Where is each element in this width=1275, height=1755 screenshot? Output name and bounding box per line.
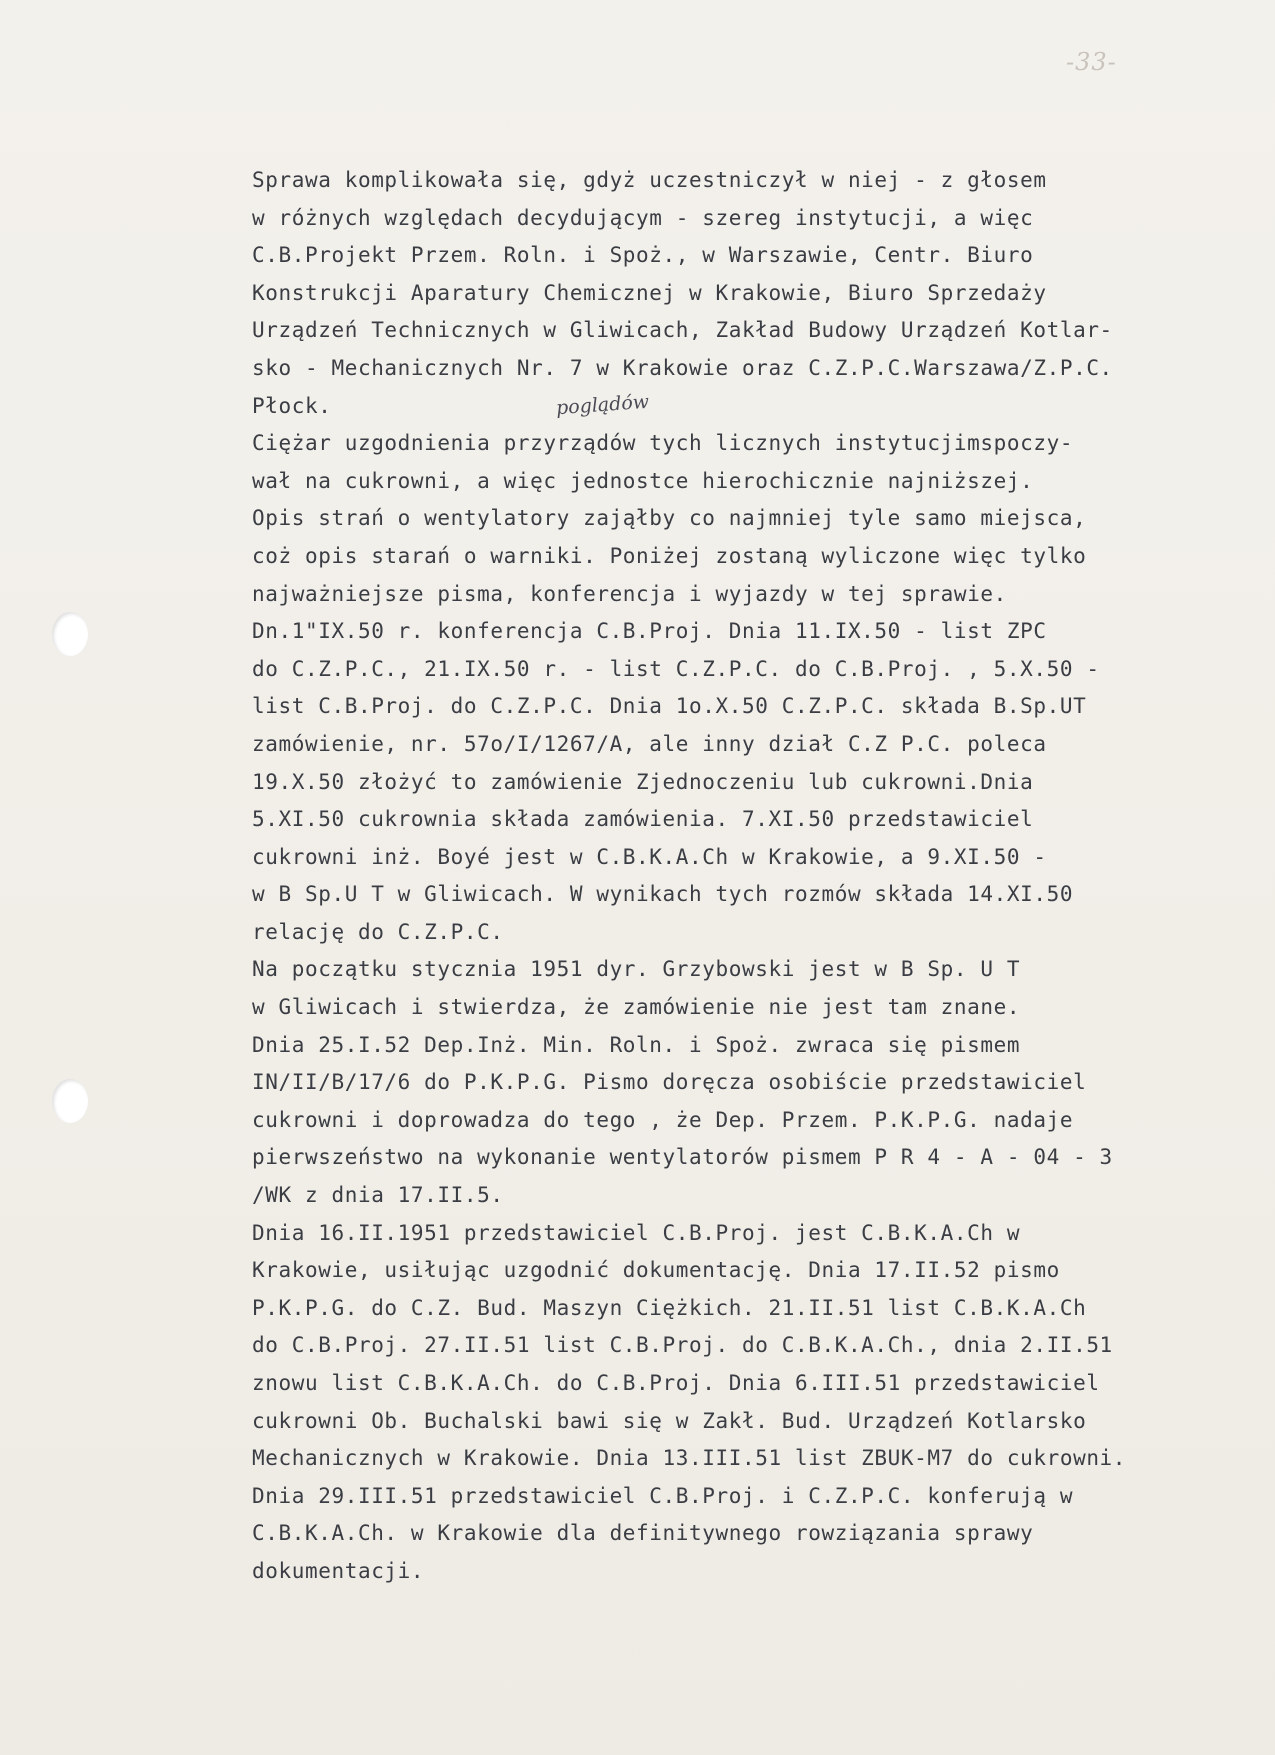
typed-text-body (252, 162, 1262, 1591)
text-line: do C.B.Proj. 27.II.51 list C.B.Proj. do C.B.K.A.Ch., dnia 2.II.51 (252, 1333, 1113, 1358)
text-line: C.B.Projekt Przem. Roln. i Spoż., w Warszawie, Centr. Biuro (252, 243, 1034, 268)
text-line: Dnia 16.II.1951 przedstawiciel C.B.Proj. jest C.B.K.A.Ch w (252, 1220, 1021, 1245)
text-line: pierwszeństwo na wykonanie wentylatorów pismem P R 4 - A - 04 - 3 (252, 1145, 1113, 1170)
text-line: Urządzeń Technicznych w Gliwicach, Zakład Budowy Urządzeń Kotlar- (252, 318, 1113, 343)
text-line: list C.B.Proj. do C.Z.P.C. Dnia 1o.X.50 C.Z.P.C. składa B.Sp.UT (252, 694, 1087, 719)
text-line: cukrowni i doprowadza do tego , że Dep. Przem. P.K.P.G. nadaje (252, 1107, 1074, 1132)
text-line: w B Sp.U T w Gliwicach. W wynikach tych rozmów składa 14.XI.50 (252, 882, 1074, 907)
text-line: 5.XI.50 cukrownia składa zamówienia. 7.XI.50 przedstawiciel (252, 807, 1034, 832)
text-line: relację do C.Z.P.C. (252, 919, 504, 944)
text-line: cukrowni Ob. Buchalski bawi się w Zakł. Bud. Urządzeń Kotlarsko (252, 1408, 1087, 1433)
text-line: 19.X.50 złożyć to zamówienie Zjednoczeniu lub cukrowni.Dnia (252, 769, 1034, 794)
text-line: Konstrukcji Aparatury Chemicznej w Krakowie, Biuro Sprzedaży (252, 280, 1047, 305)
text-line: Dnia 25.I.52 Dep.Inż. Min. Roln. i Spoż. zwraca się pismem (252, 1032, 1021, 1057)
text-line: najważniejsze pisma, konferencja i wyjazdy w tej sprawie. (252, 581, 1007, 606)
handwritten-correction: poglądów (555, 390, 650, 420)
text-line: wał na cukrowni, a więc jednostce hierochicznie najniższej. (252, 468, 1034, 493)
text-line: C.B.K.A.Ch. w Krakowie dla definitywnego rowziązania sprawy (252, 1521, 1034, 1546)
text-line: coż opis starań o warniki. Poniżej zostaną wyliczone więc tylko (252, 543, 1087, 568)
text-line: zamówienie, nr. 57o/I/1267/A, ale inny dział C.Z P.C. poleca (252, 731, 1047, 756)
text-line: do C.Z.P.C., 21.IX.50 r. - list C.Z.P.C. do C.B.Proj. , 5.X.50 - (252, 656, 1100, 681)
text-line: Krakowie, usiłując uzgodnić dokumentację. Dnia 17.II.52 pismo (252, 1258, 1060, 1283)
text-line: dokumentacji. (252, 1558, 425, 1583)
text-line: Dnia 29.III.51 przedstawiciel C.B.Proj. i C.Z.P.C. konferują w (252, 1483, 1074, 1508)
text-line: /WK z dnia 17.II.5. (252, 1183, 504, 1208)
text-line: Ciężar uzgodnienia przyrządów tych licznych instytucjimspoczy- (252, 431, 1074, 456)
text-line: Mechanicznych w Krakowie. Dnia 13.III.51 list ZBUK-M7 do cukrowni. (252, 1446, 1127, 1471)
text-line: Dn.1"IX.50 r. konferencja C.B.Proj. Dnia 11.IX.50 - list ZPC (252, 619, 1047, 644)
text-line: Płock. (252, 393, 332, 418)
text-line: znowu list C.B.K.A.Ch. do C.B.Proj. Dnia 6.III.51 przedstawiciel (252, 1371, 1100, 1395)
page-number: -33- (1066, 48, 1117, 76)
text-line: w różnych względach decydującym - szereg instytucji, a więc (252, 205, 1034, 230)
text-line: Sprawa komplikowała się, gdyż uczestniczył w niej - z głosem (252, 168, 1047, 192)
text-line: cukrowni inż. Boyé jest w C.B.K.A.Ch w Krakowie, a 9.XI.50 - (252, 844, 1047, 869)
punch-hole (52, 1079, 88, 1123)
text-line: Na początku stycznia 1951 dyr. Grzybowski jest w B Sp. U T (252, 957, 1021, 982)
text-line: IN/II/B/17/6 do P.K.P.G. Pismo doręcza osobiście przedstawiciel (252, 1070, 1087, 1095)
punch-hole (52, 612, 88, 656)
text-line: w Gliwicach i stwierdza, że zamówienie nie jest tam znane. (252, 995, 1021, 1020)
text-line: sko - Mechanicznych Nr. 7 w Krakowie oraz C.Z.P.C.Warszawa/Z.P.C. (252, 355, 1113, 380)
text-line: Opis strań o wentylatory zająłby co najmniej tyle samo miejsca, (252, 506, 1087, 531)
text-line: P.K.P.G. do C.Z. Bud. Maszyn Ciężkich. 21.II.51 list C.B.K.A.Ch (252, 1295, 1087, 1320)
